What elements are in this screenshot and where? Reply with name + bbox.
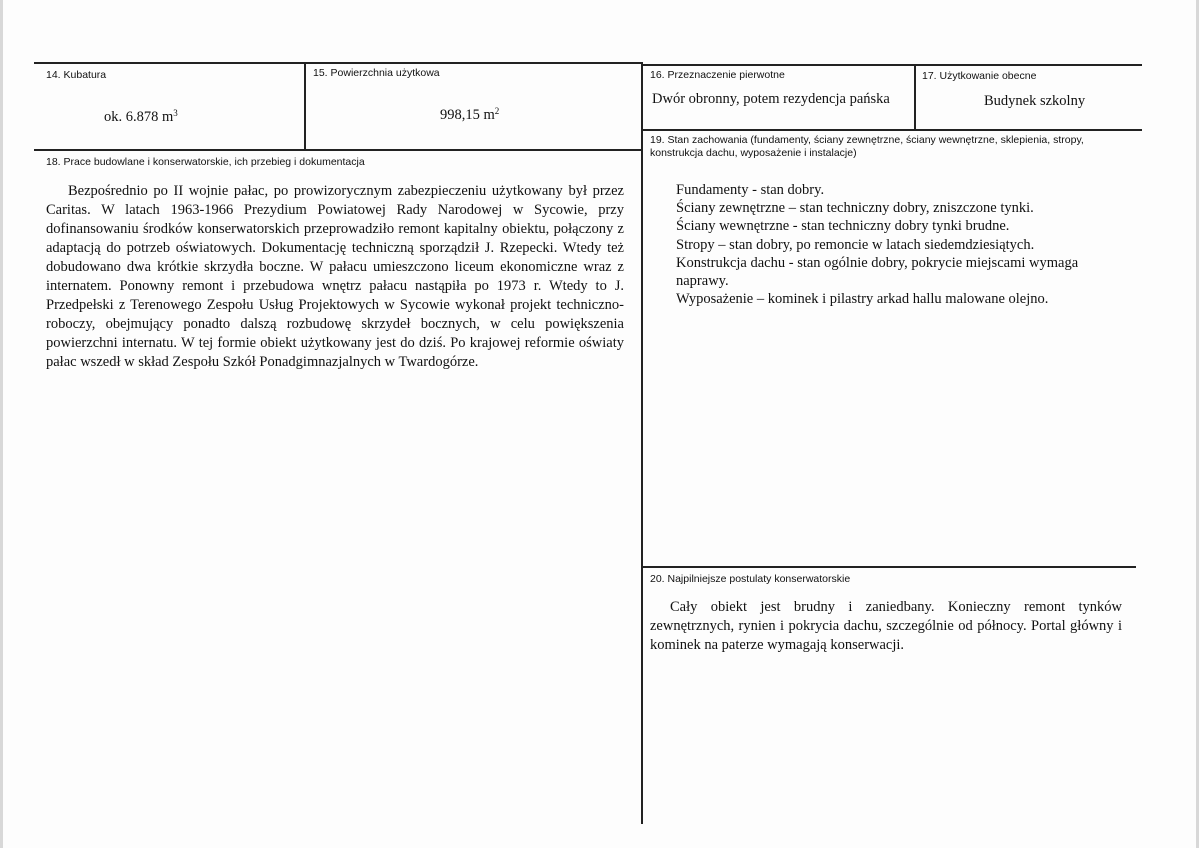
field19-list bbox=[650, 181, 1120, 308]
top-rule-left bbox=[34, 62, 642, 64]
rule-above-19 bbox=[642, 129, 1142, 131]
field19-line: Ściany wewnętrzne - stan techniczny dobry tynki brudne. bbox=[676, 218, 1010, 235]
center-divider bbox=[641, 62, 643, 824]
top-rule-right bbox=[642, 64, 1142, 66]
field19-line: Ściany zewnętrzne – stan techniczny dobry, zniszczone tynki. bbox=[676, 200, 1034, 217]
field14-label: 14. Kubatura bbox=[46, 69, 107, 81]
field15-label: 15. Powierzchnia użytkowa bbox=[313, 67, 440, 79]
field19-label: 19. Stan zachowania (fundamenty, ściany zewnętrzne, ściany wewnętrzne, sklepienia, stropy, konstrukcja dachu, wyposażenie i instalacje) bbox=[650, 134, 1084, 159]
field16-label: 16. Przeznaczenie pierwotne bbox=[650, 69, 785, 81]
scan-edge-left bbox=[0, 0, 3, 848]
field20-text: Cały obiekt jest brudny i zaniedbany. Konieczny remont tynków zewnętrznych, rynien i pokrycia dachu, szczególnie od północy. Portal główny i kominek na paterze wymagają konserwacji. bbox=[650, 599, 1122, 653]
divider-16-17 bbox=[914, 64, 916, 130]
field14-value: ok. 6.878 $m^3$ bbox=[104, 108, 178, 125]
field18-text: Bezpośrednio po II wojnie pałac, po prowizorycznym zabezpieczeniu użytkowany był przez Caritas. W latach 1963-1966 Prezydium Powiatowej Rady Narodowej w Sycowie, przy dofinansowaniu środków konserwatorskich przeprowadziło remont kapitalny obiektu, połączony z adaptacją do potrzeb oświatowych. Dokumentację techniczną sporządził J. Rzepecki. Wtedy też dobudowano dwa krótkie skrzydła boczne. W pałacu umieszczono liceum ekonomiczne wraz z internatem. Ponowny remont i przebudowa wnętrz pałacu nastąpiła po 1973 r. Wtedy to J. Przedpełski z Terenowego Zespołu Usług Projektowych w Sycowie wykonał projekt techniczno-roboczy, obejmujący ponadto dalszą rozbudowę skrzydeł bocznych, w celu powiększenia powierzchni internatu. W tej formie obiekt użytkowany jest do dziś. Po krajowej reformie oświaty pałac wszedł w skład Zespołu Szkół Ponadgimnazjalnych w Twardogórze. bbox=[46, 183, 624, 370]
field17-label: 17. Użytkowanie obecne bbox=[922, 70, 1037, 82]
field19-line: Fundamenty - stan dobry. bbox=[676, 182, 825, 198]
field20-label: 20. Najpilniejsze postulaty konserwatorskie bbox=[650, 573, 851, 585]
divider-14-15 bbox=[304, 62, 306, 150]
field15-value: 998,15 $m^2$ bbox=[440, 106, 500, 123]
field16-value: Dwór obronny, potem rezydencja pańska bbox=[652, 91, 890, 107]
rule-above-20 bbox=[642, 566, 1136, 568]
field18-label: 18. Prace budowlane i konserwatorskie, ich przebieg i dokumentacja bbox=[46, 156, 365, 168]
field19-line: Wyposażenie – kominek i pilastry arkad hallu malowane olejno. bbox=[676, 291, 1049, 308]
field17-value: Budynek szkolny bbox=[984, 93, 1086, 109]
field19-line: Konstrukcja dachu - stan ogólnie dobry, pokrycie miejscami wymaga naprawy. bbox=[676, 254, 1079, 290]
field19-line: Stropy – stan dobry, po remoncie w latach siedemdziesiątych. bbox=[676, 236, 1035, 253]
rule-above-18 bbox=[34, 149, 642, 151]
